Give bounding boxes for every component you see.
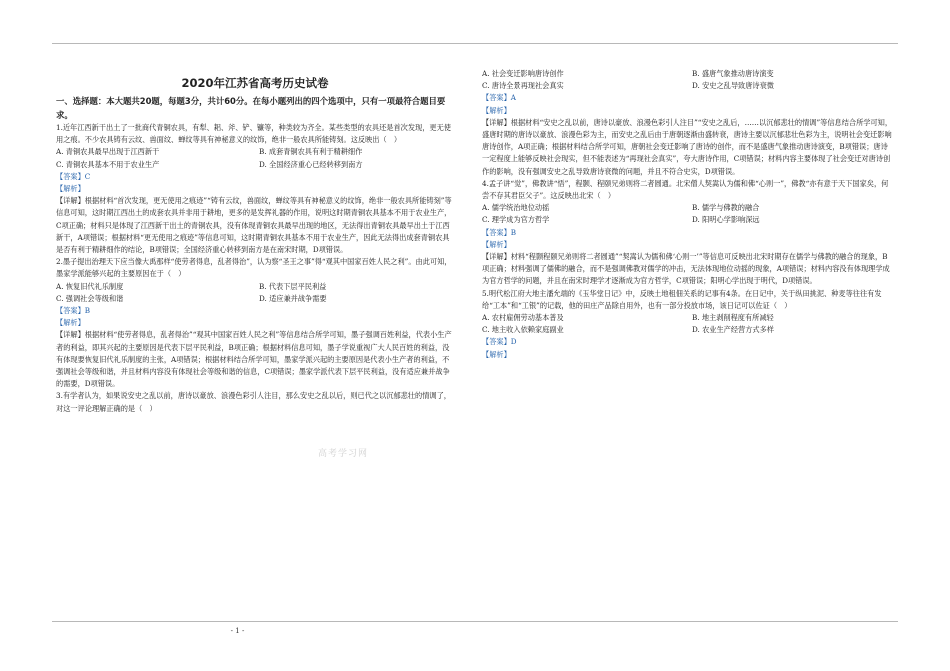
question-2 <box>56 256 454 390</box>
detail: 【详解】根据材料“安史之乱以前，唐诗以豪放、浪漫色彩引人注目”“安史之乱后，……以沉郁悲壮的情调”等信息结合所学可知，盛唐时期的唐诗以豪放、浪漫色彩为主，而安史之乱后由于唐朝逐渐由盛转衰，唐诗主要以沉郁悲壮色彩为主，说明社会变迁影响唐诗创作，A项正确；根据材料结合所学可知，唐朝社会变迁影响了唐诗的创作，而不是盛唐气象推动唐诗演变，B项错误；唐诗一定程度上能够反映社会现实，但不能表述为“再现社会真实”，夸大唐诗作用，C项错误；材料内容主要体现了社会变迁对唐诗创作的影响，没有强调安史之乱导致唐诗衰微的问题，并且不符合史实，D项错误。 <box>482 117 893 176</box>
option-a[interactable]: A. 青铜农具最早出现于江西新干 <box>56 147 160 157</box>
question-stem: 2.墨子提出治理天下应当像大禹那样“使劳者得息，乱者得治”，认为察“圣王之事”得“观其中国家百姓人民之利”。由此可知，墨家学派能够兴起的主要原因在于（ ） <box>56 257 452 279</box>
top-rule <box>52 43 898 44</box>
question-stem: 1.近年江西新干出土了一批商代青铜农具，有犁、耜、斧、铲、镰等，种类较为齐全。某些类型的农具还是首次发现，更无使用之痕。不少农具铸有云纹、兽面纹、蝉纹等具有神秘意义的纹饰，绝非一般农具所能铸刻。这反映出（ ） <box>56 123 451 145</box>
option-c[interactable]: C. 地主收入依赖家庭副业 <box>482 325 564 335</box>
options <box>482 68 894 92</box>
answer: 【答案】D <box>482 337 517 347</box>
left-column <box>56 68 454 415</box>
option-d[interactable]: D. 农业生产经营方式多样 <box>692 325 774 335</box>
analysis-label: 【解析】 <box>482 105 511 115</box>
options <box>56 281 454 305</box>
options <box>482 312 894 336</box>
analysis-label: 【解析】 <box>482 349 511 359</box>
options <box>482 202 894 226</box>
option-d[interactable]: D. 安史之乱导致唐诗衰微 <box>692 81 774 91</box>
page-title: 2020年江苏省高考历史试卷 <box>181 76 329 90</box>
question-stem: 5.明代松江府大地主潘允端的《玉华堂日记》中，反映土地租佃关系的记事有4条。在日记中，关于纵田挑泥、种麦等往往有发给“工本”和“工银”的记载，他的田庄产品除自用外，也有一部分投放市场，该日记可以佐证（ ） <box>482 288 882 310</box>
detail: 【详解】根据材料“首次发现，更无使用之痕迹”“铸有云纹，兽面纹，蝉纹等具有神秘意义的纹饰，绝非一般农具所能铸刻”等信息可知，这时期江西出土的成套农具并非用于耕地，更多的是发挥礼器的作用，说明这时期青铜农具基本不用于农业生产，C项正确；材料只是体现了江西新干出土的青铜农具，没有体现青铜农具最早出现的地区，无法得出青铜农具最早出土于江西新干，A项错误；根据材料“更无使用之痕迹”等信息可知，这时期青铜农具基本不用于农业生产，因此无法得出成套青铜农具是否有利于精耕细作的结论，B项错误；全国经济重心转移到南方是在南宋时期，D项错误。 <box>56 196 452 255</box>
detail: 【详解】材料“程颢程颐兄弟则将二者圆通”“契嵩认为儒和佛‘心则一’”等信息可反映出北宋时期存在儒学与佛教的融合的现象，B项正确；材料强调了儒佛的融合，而不是强调佛教对儒学的冲击，无法体现地位动摇的现象，A项错误；材料内容没有体现理学成为官方哲学的问题，并且在南宋时理学才逐渐成为官方哲学，C项错误；阳明心学出现于明代，D项错误。 <box>482 252 890 286</box>
answer: 【答案】B <box>482 227 517 237</box>
option-b[interactable]: B. 成套青铜农具有利于精耕细作 <box>259 147 363 157</box>
answer: 【答案】C <box>56 171 91 181</box>
option-c[interactable]: C. 青铜农具基本不用于农业生产 <box>56 159 160 169</box>
option-b[interactable]: B. 盛唐气象推动唐诗演变 <box>692 69 774 78</box>
analysis-label: 【解析】 <box>482 239 511 249</box>
question-1 <box>56 122 454 256</box>
detail: 【详解】根据材料“使劳者得息，乱者得治”“观其中国家百姓人民之利”等信息结合所学可知，墨子强调百姓利益，代表小生产者的利益，即其兴起的主要原因是代表下层平民利益，B项正确；根据材料信息可知，墨子学说重视广大人民百姓的利益，没有体现要恢复旧代礼乐制度的主张，A项错误；根据材料结合所学可知，墨家学派兴起的主要原因是代表小生产者的利益，不强调社会等级和谐，并且材料内容没有体现社会等级和谐的信息，C项错误；墨家学派代表下层平民利益，没有适应兼并战争的需要，D项错误。 <box>56 330 452 389</box>
option-c[interactable]: C. 唐诗全景再现社会真实 <box>482 81 564 91</box>
option-d[interactable]: D. 阳明心学影响深远 <box>692 215 760 225</box>
answer: 【答案】A <box>482 93 516 103</box>
option-a[interactable]: A. 恢复旧代礼乐制度 <box>56 281 124 291</box>
bottom-rule <box>52 621 898 622</box>
option-d[interactable]: D. 适应兼并战争需要 <box>259 293 327 303</box>
option-d[interactable]: D. 全国经济重心已经转移到南方 <box>259 159 363 169</box>
option-c[interactable]: C. 理学成为官方哲学 <box>482 215 550 225</box>
option-b[interactable]: B. 儒学与佛教的融合 <box>692 203 760 213</box>
option-b[interactable]: B. 地主剥削程度有所减轻 <box>692 313 774 323</box>
right-column <box>482 68 894 361</box>
page-number: - 1 - <box>230 627 245 635</box>
answer: 【答案】B <box>56 306 91 316</box>
question-4 <box>482 178 894 288</box>
watermark: 高考学习网 <box>318 449 369 459</box>
option-a[interactable]: A. 农村雇佣劳动基本普及 <box>482 313 564 323</box>
option-c[interactable]: C. 强调社会等级和谐 <box>56 293 124 303</box>
section-heading: 一、选择题：本大题共20题，每题3分，共计60分。在每小题列出的四个选项中，只有一项最符合题目要求。 <box>56 96 446 120</box>
question-stem: 4.孟子讲“觉”，佛教讲“悟”，程颢、程颐兄弟则将二者圆通。北宋僧人契嵩认为儒和佛“心则一”，佛教“亦有意于天下国家矣，何尝不存其君臣父子”。这反映出北宋（ ） <box>482 178 889 201</box>
analysis-label: 【解析】 <box>56 184 85 194</box>
option-a[interactable]: A. 儒学统治地位动摇 <box>482 203 550 213</box>
options <box>56 146 454 170</box>
option-b[interactable]: B. 代表下层平民利益 <box>259 281 327 291</box>
analysis-label: 【解析】 <box>56 318 85 328</box>
question-3-start <box>56 390 454 414</box>
question-stem: 3.有学者认为，如果说安史之乱以前，唐诗以豪放、浪漫色彩引人注目，那么安史之乱以后，则已代之以沉郁悲壮的情调了，对这一评论理解正确的是（ ） <box>56 391 451 413</box>
question-3-cont <box>482 68 894 178</box>
option-a[interactable]: A. 社会变迁影响唐诗创作 <box>482 69 564 78</box>
question-5 <box>482 288 894 361</box>
